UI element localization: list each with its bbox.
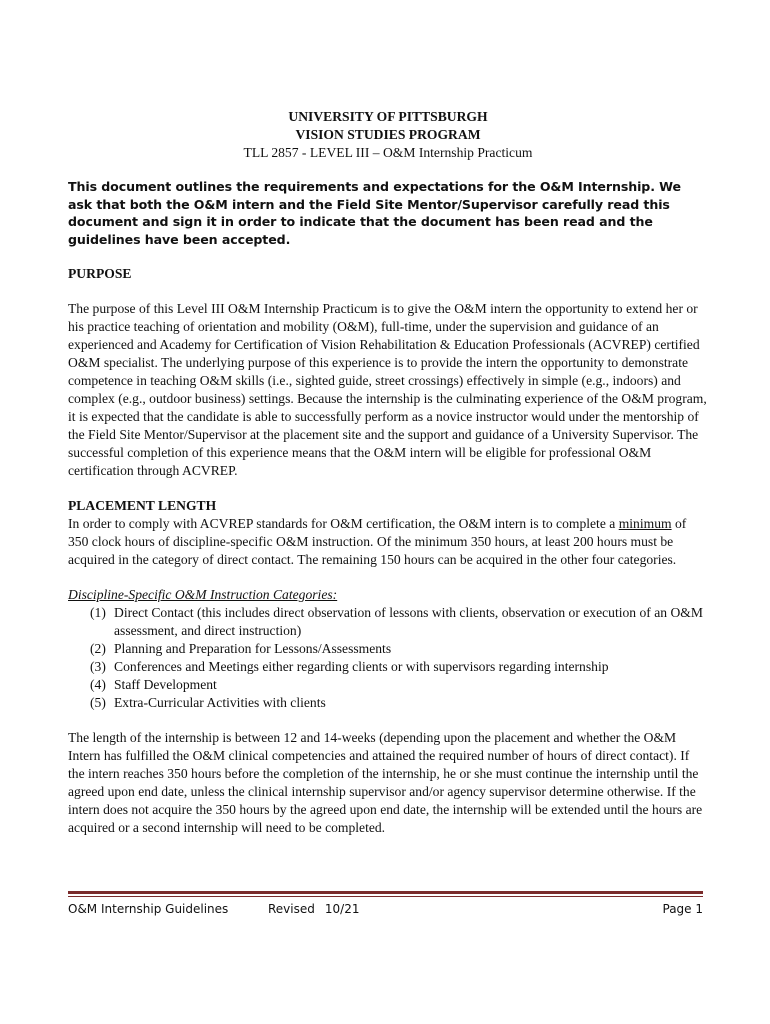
list-item-text: Staff Development	[114, 677, 217, 692]
categories-list	[68, 604, 708, 712]
list-item-number: (3)	[90, 659, 106, 674]
placement-text-post: of 350 clock hours of discipline-specific O&M instruction. Of the minimum 350 hours, at least 200 hours must be acquired in the category of direct contact. The remaining 150 hours can be acquired in the other four categories.	[68, 516, 687, 567]
list-item-number: (5)	[90, 695, 106, 710]
list-item-text: Planning and Preparation for Lessons/Assessments	[114, 641, 392, 656]
placement-paragraph	[68, 515, 708, 569]
purpose-paragraph: The purpose of this Level III O&M Internship Practicum is to give the O&M intern the opportunity to extend her or his practice teaching of orientation and mobility (O&M), full-time, under the supervision and guidance of an experienced and Academy for Certification of Vision Rehabilitation & Education Professionals (ACVREP) certified O&M specialist. The underlying purpose of this experience is to provide the intern the opportunity to demonstrate competence in teaching O&M skills (i.e., sighted guide, street crossings) effectively in simple (e.g., indoors) and complex (e.g., outdoor business) settings. Because the internship is the culminating experience of the O&M program, it is expected that the candidate is able to successfully perform as a novice instructor would under the mentorship of the Field Site Mentor/Supervisor at the placement site and the support and guidance of a University Supervisor. The successful completion of this experience means that the O&M intern will be eligible for professional O&M certification through ACVREP.	[68, 301, 707, 478]
list-item-text: Extra-Curricular Activities with clients	[114, 695, 326, 710]
list-item-text: Conferences and Meetings either regarding clients or with supervisors regarding internship	[114, 659, 609, 674]
intro-paragraph: This document outlines the requirements and expectations for the O&M Internship. We ask that both the O&M intern and the Field Site Mentor/Supervisor carefully read this document and sign it in order to indicate that the document has been read and the guidelines have been accepted.	[68, 179, 681, 247]
list-item-number: (1)	[90, 605, 106, 620]
purpose-heading: PURPOSE	[68, 266, 132, 281]
footer-rule-thin	[68, 896, 703, 897]
list-item-text: Direct Contact (this includes direct observation of lessons with clients, observation or execution of an O&M assessment, and direct instruction)	[114, 605, 703, 638]
course-title: TLL 2857 - LEVEL III – O&M Internship Practicum	[243, 145, 533, 160]
footer-rule-thick	[68, 891, 703, 894]
footer-revised-label: Revised	[268, 902, 315, 916]
list-item-number: (2)	[90, 641, 106, 656]
list-item	[90, 694, 708, 712]
footer-document-title: O&M Internship Guidelines	[68, 902, 229, 916]
program-title: VISION STUDIES PROGRAM	[295, 127, 481, 142]
list-item	[90, 640, 708, 658]
categories-title: Discipline-Specific O&M Instruction Categories:	[68, 587, 338, 602]
list-item	[90, 676, 708, 694]
placement-text-minimum: minimum	[618, 516, 672, 531]
footer-revision	[268, 902, 369, 916]
placement-heading: PLACEMENT LENGTH	[68, 498, 217, 513]
internship-length-paragraph: The length of the internship is between 12 and 14-weeks (depending upon the placement and whether the O&M Intern has fulfilled the O&M clinical competencies and attained the required number of hours of direct contact). If the intern reaches 350 hours before the completion of the internship, he or she must continue the internship until the agreed upon end date, unless the clinical internship supervisor and/or agency supervisor determine otherwise. If the intern does not acquire the 350 hours by the agreed upon end date, the internship will be extended until the hours are acquired or a second internship will need to be completed.	[68, 730, 703, 835]
university-title: UNIVERSITY OF PITTSBURGH	[288, 109, 488, 124]
page-content	[68, 108, 708, 837]
list-item	[90, 604, 708, 640]
list-item-number: (4)	[90, 677, 106, 692]
list-item	[90, 658, 708, 676]
footer-page-number: Page 1	[662, 902, 703, 916]
placement-text-pre: In order to comply with ACVREP standards for O&M certification, the O&M intern is to complete a	[68, 516, 619, 531]
footer-revised-date: 10/21	[324, 902, 360, 916]
page-footer	[68, 902, 703, 918]
